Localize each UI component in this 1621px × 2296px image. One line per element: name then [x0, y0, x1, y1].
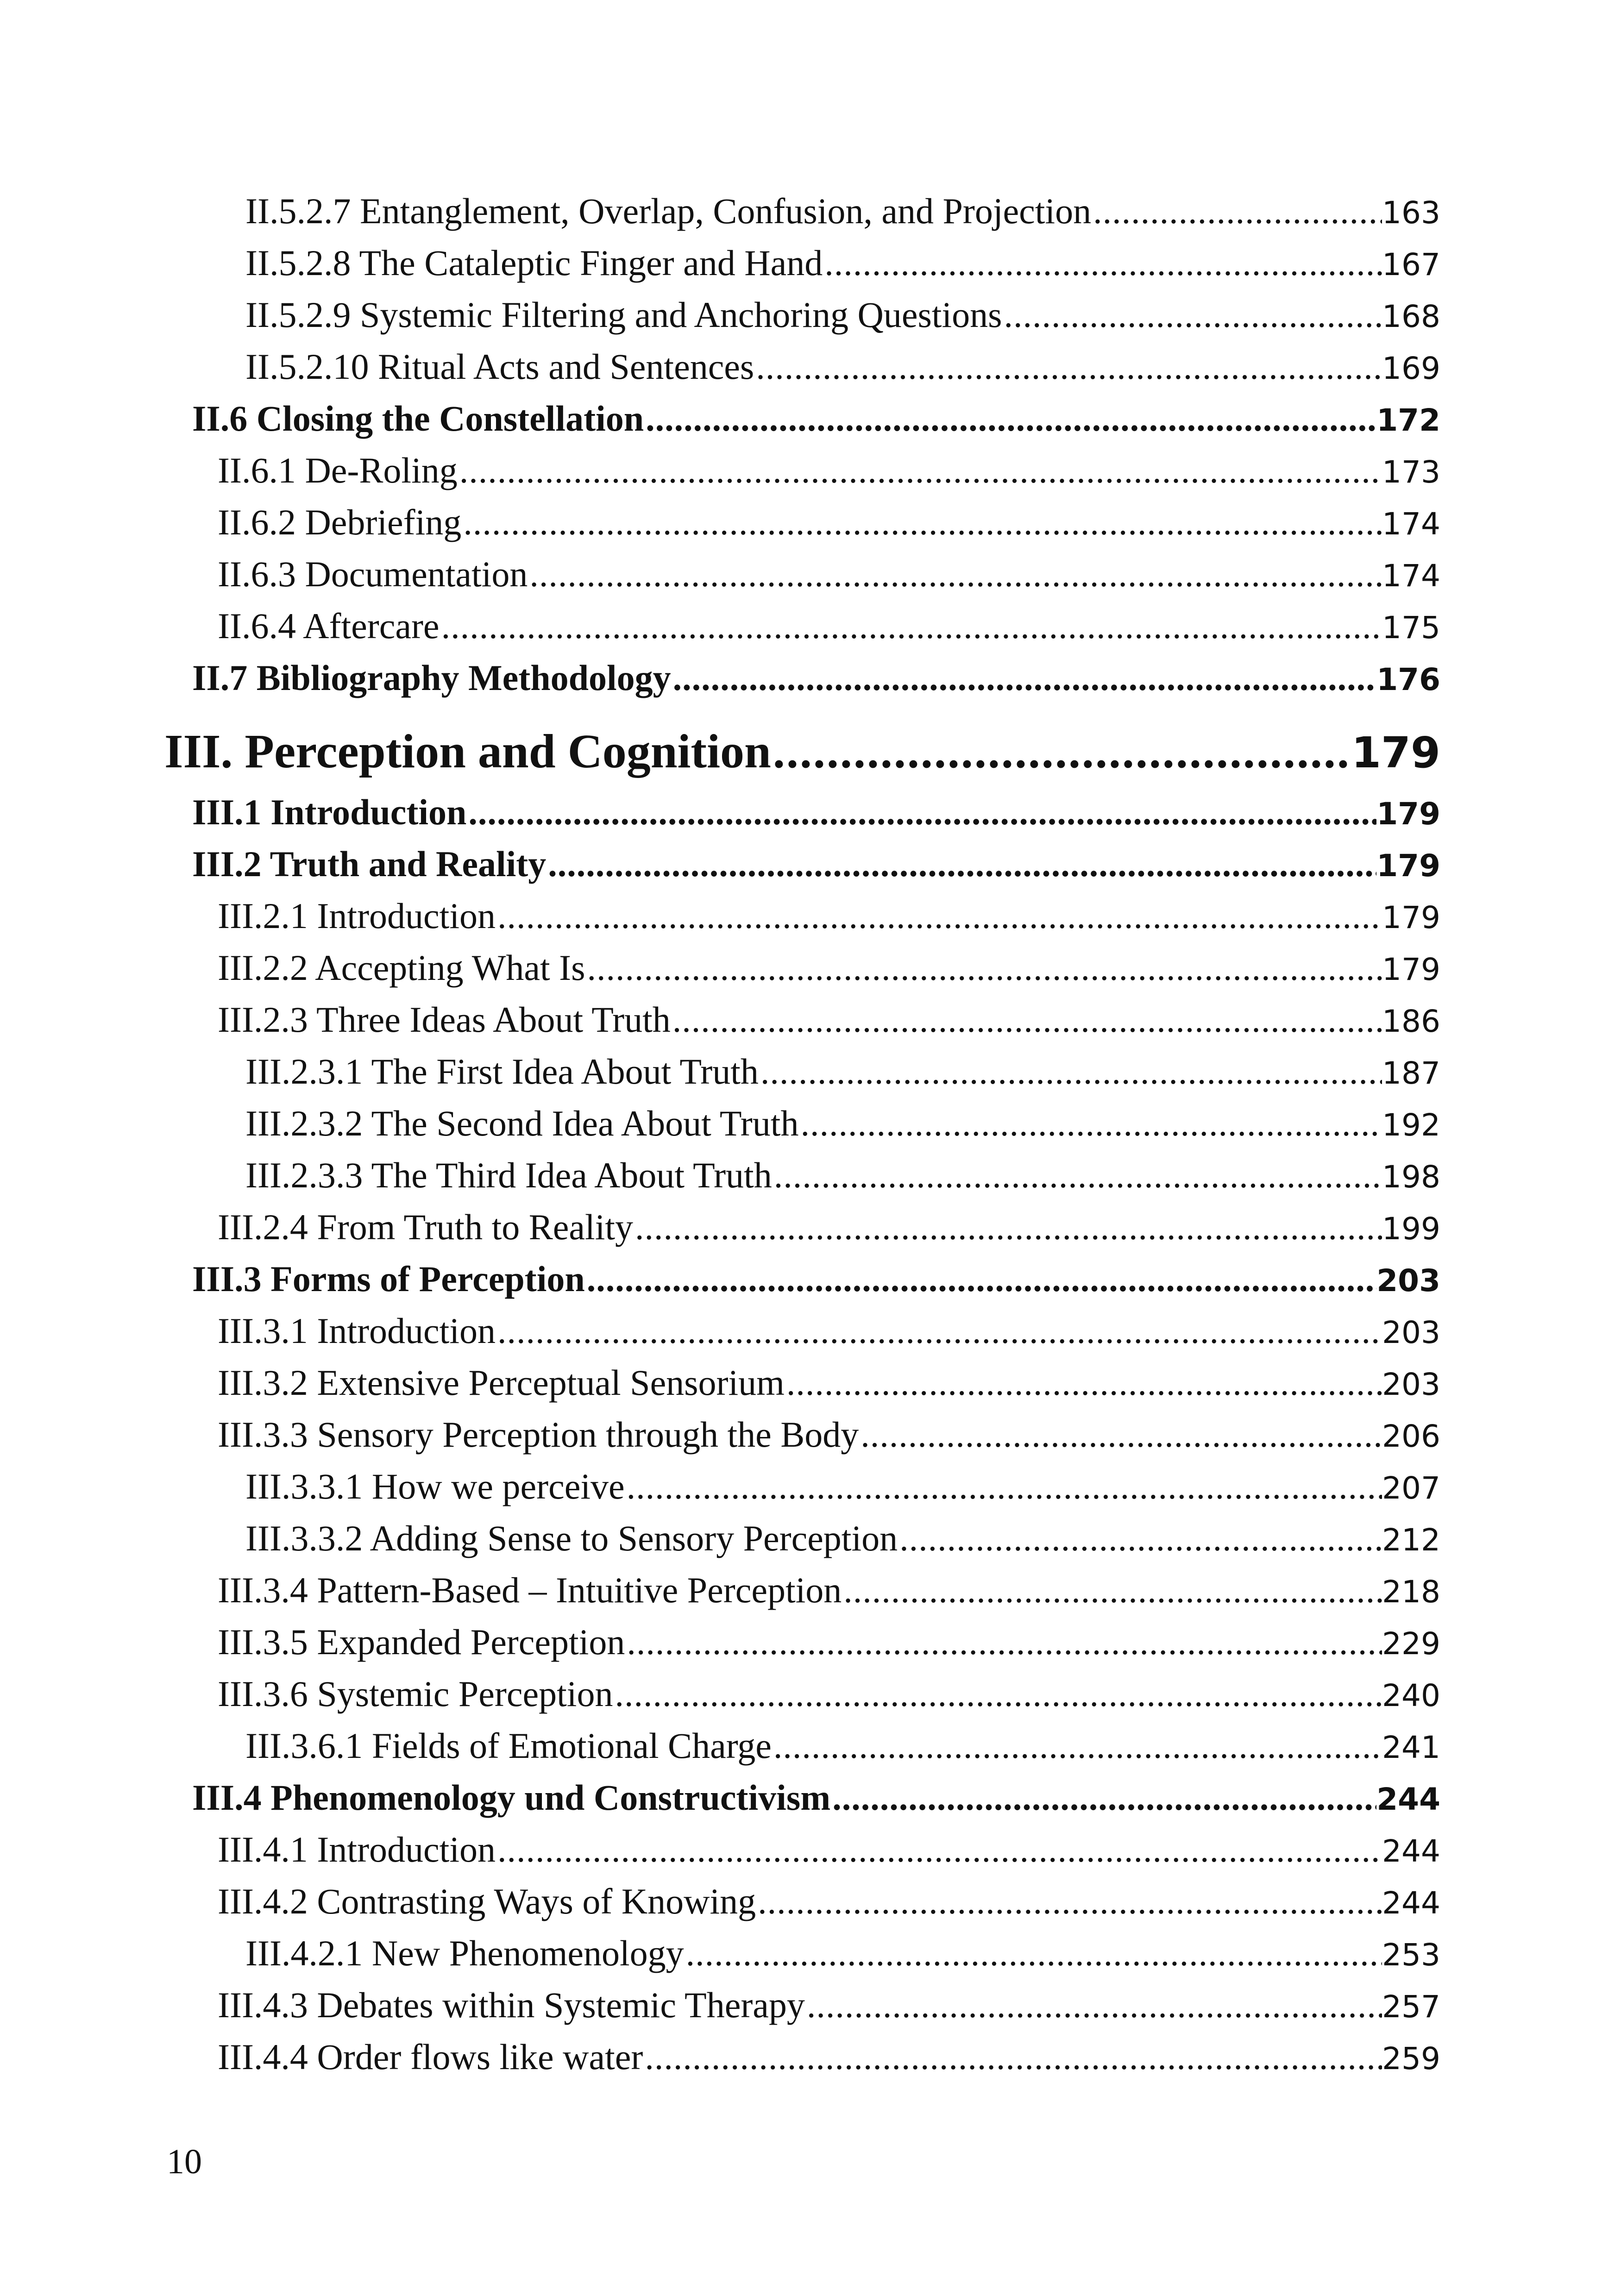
toc-entry-label: III.3.6.1 Fields of Emotional Charge: [245, 1725, 772, 1766]
toc-entry-page: 244: [1376, 1782, 1440, 1817]
dot-leader: [625, 1461, 1382, 1512]
toc-entry-page: 175: [1382, 610, 1440, 646]
toc-entry-page: 244: [1382, 1885, 1440, 1921]
toc-entry-page: 241: [1382, 1730, 1440, 1765]
dot-leader: [466, 786, 1376, 838]
dot-leader: [643, 2031, 1382, 2083]
toc-entry-label: III.4.2.1 New Phenomenology: [245, 1933, 684, 1973]
toc-entry-page: 187: [1382, 1055, 1440, 1091]
dot-leader: [440, 600, 1382, 652]
toc-entry-page: 218: [1382, 1574, 1440, 1610]
toc-entry-page: 203: [1376, 1263, 1440, 1299]
toc-entry-label: III.3 Forms of Perception: [192, 1259, 585, 1299]
dot-leader: [772, 1149, 1382, 1201]
toc-entry[interactable]: [164, 445, 1440, 496]
dot-leader: [625, 1616, 1382, 1668]
toc-entry[interactable]: [164, 1357, 1440, 1409]
toc-entry-label: III.2 Truth and Reality: [192, 844, 547, 884]
toc-entry[interactable]: [164, 1409, 1440, 1461]
toc-entry[interactable]: [164, 2031, 1440, 2083]
dot-leader: [805, 1979, 1382, 2031]
toc-entry[interactable]: [164, 1876, 1440, 1927]
dot-leader: [671, 994, 1382, 1046]
toc-entry[interactable]: [164, 289, 1440, 341]
toc-entry[interactable]: [164, 1720, 1440, 1772]
toc-entry[interactable]: [164, 600, 1440, 652]
toc-entry[interactable]: [164, 1824, 1440, 1876]
dot-leader: [528, 548, 1382, 600]
toc-entry-page: 229: [1382, 1626, 1440, 1662]
dot-leader: [756, 1876, 1382, 1927]
toc-entry[interactable]: [164, 1668, 1440, 1720]
toc-entry[interactable]: [164, 717, 1440, 786]
page-number: 10: [167, 2142, 202, 2181]
toc-entry-label: III.2.3 Three Ideas About Truth: [218, 999, 671, 1040]
toc-entry[interactable]: [164, 1305, 1440, 1357]
toc-entry[interactable]: [164, 1772, 1440, 1824]
toc-entry-label: III.4.2 Contrasting Ways of Knowing: [218, 1881, 756, 1921]
toc-entry-label: II.6.1 De-Roling: [218, 450, 458, 490]
toc-entry-label: III.2.2 Accepting What Is: [218, 947, 585, 988]
toc-entry-page: 179: [1382, 952, 1440, 987]
toc-entry-page: 179: [1376, 848, 1440, 884]
toc-entry-label: III.2.3.3 The Third Idea About Truth: [245, 1155, 772, 1195]
toc-entry[interactable]: [164, 838, 1440, 890]
dot-leader: [633, 1201, 1382, 1253]
toc-entry-page: 173: [1382, 454, 1440, 490]
toc-entry-label: III.1 Introduction: [192, 792, 467, 832]
toc-entry-page: 212: [1382, 1522, 1440, 1558]
toc-entry[interactable]: [164, 1927, 1440, 1979]
toc-entry-page: 168: [1382, 299, 1440, 334]
toc-entry-page: 174: [1382, 506, 1440, 542]
toc-entry-label: III.3.3 Sensory Perception through the Body: [218, 1414, 859, 1455]
dot-leader: [898, 1512, 1382, 1564]
toc-entry[interactable]: [164, 237, 1440, 289]
toc-entry-label: II.7 Bibliography Methodology: [192, 658, 671, 698]
dot-leader: [671, 652, 1377, 704]
toc-entry-page: 179: [1351, 728, 1440, 778]
toc-entry[interactable]: [164, 185, 1440, 237]
toc-entry-page: 179: [1376, 796, 1440, 832]
toc-entry-label: III.4 Phenomenology und Constructivism: [192, 1777, 831, 1818]
toc-entry[interactable]: [164, 548, 1440, 600]
toc-entry-page: 203: [1382, 1315, 1440, 1350]
toc-entry-page: 169: [1382, 351, 1440, 386]
dot-leader: [754, 341, 1382, 393]
toc-entry-label: III.3.2 Extensive Perceptual Sensorium: [218, 1362, 785, 1403]
toc-entry-page: 259: [1382, 2041, 1440, 2076]
toc-entry[interactable]: [164, 1461, 1440, 1512]
dot-leader: [684, 1927, 1382, 1979]
toc-entry-page: 206: [1382, 1418, 1440, 1454]
dot-leader: [461, 496, 1382, 548]
toc-entry[interactable]: [164, 890, 1440, 942]
dot-leader: [585, 942, 1382, 994]
toc-entry-label: III.4.4 Order flows like water: [218, 2037, 643, 2077]
dot-leader: [1091, 185, 1382, 237]
toc-entry[interactable]: [164, 1098, 1440, 1149]
toc-entry-label: III.2.1 Introduction: [218, 896, 496, 936]
toc-entry[interactable]: [164, 1253, 1440, 1305]
toc-entry-page: 253: [1382, 1937, 1440, 1973]
toc-entry-label: III.2.3.2 The Second Idea About Truth: [245, 1103, 799, 1143]
toc-entry-label: II.6.2 Debriefing: [218, 502, 462, 542]
toc-entry-label: II.5.2.10 Ritual Acts and Sentences: [245, 346, 754, 387]
toc-entry-label: III.2.3.1 The First Idea About Truth: [245, 1051, 759, 1092]
dot-leader: [759, 1046, 1382, 1098]
dot-leader: [830, 1772, 1376, 1824]
toc-entry[interactable]: [164, 1564, 1440, 1616]
toc-entry-label: III.3.5 Expanded Perception: [218, 1622, 625, 1662]
toc-entry-page: 207: [1382, 1470, 1440, 1506]
dot-leader: [613, 1668, 1382, 1720]
dot-leader: [823, 237, 1382, 289]
toc-entry-page: 172: [1376, 402, 1440, 438]
toc-entry-label: II.5.2.9 Systemic Filtering and Anchoring Questions: [245, 295, 1002, 335]
toc-entry-page: 257: [1382, 1989, 1440, 2025]
toc-entry-page: 192: [1382, 1107, 1440, 1143]
toc-entry[interactable]: [164, 942, 1440, 994]
toc-entry-page: 203: [1382, 1367, 1440, 1402]
toc-entry[interactable]: [164, 1512, 1440, 1564]
toc-entry-page: 198: [1382, 1159, 1440, 1195]
toc-entry[interactable]: [164, 341, 1440, 393]
toc-entry-label: III.3.6 Systemic Perception: [218, 1674, 613, 1714]
toc-entry[interactable]: [164, 1046, 1440, 1098]
toc-entry-label: II.5.2.8 The Cataleptic Finger and Hand: [245, 243, 823, 283]
toc-entry-page: 174: [1382, 558, 1440, 594]
toc-entry[interactable]: [164, 1201, 1440, 1253]
toc-entry-page: 244: [1382, 1833, 1440, 1869]
dot-leader: [496, 1305, 1382, 1357]
dot-leader: [859, 1409, 1382, 1461]
toc-entry[interactable]: [164, 786, 1440, 838]
toc-entry-label: III.4.1 Introduction: [218, 1829, 496, 1869]
toc-entry-label: II.6 Closing the Constellation: [192, 398, 644, 439]
toc-entry-label: III.3.3.2 Adding Sense to Sensory Perception: [245, 1518, 898, 1558]
dot-leader: [546, 838, 1376, 890]
dot-leader: [842, 1564, 1382, 1616]
toc-entry[interactable]: [164, 393, 1440, 445]
dot-leader: [585, 1253, 1376, 1305]
dot-leader: [496, 890, 1382, 942]
toc-entry[interactable]: [164, 652, 1440, 704]
toc-entry-label: III.3.1 Introduction: [218, 1311, 496, 1351]
dot-leader: [1002, 289, 1382, 341]
toc-entry-label: II.6.3 Documentation: [218, 554, 528, 594]
toc-entry-label: II.5.2.7 Entanglement, Overlap, Confusion, and Projection: [245, 191, 1092, 231]
toc-entry-label: III.2.4 From Truth to Reality: [218, 1207, 634, 1247]
toc-entry-label: III. Perception and Cognition: [164, 725, 771, 778]
toc-entry[interactable]: [164, 496, 1440, 548]
toc-entry[interactable]: [164, 1616, 1440, 1668]
dot-leader: [458, 445, 1382, 496]
toc-entry-page: 179: [1382, 900, 1440, 935]
toc-entry[interactable]: [164, 1149, 1440, 1201]
toc-entry-page: 199: [1382, 1211, 1440, 1247]
dot-leader: [785, 1357, 1382, 1409]
toc-entry-page: 167: [1382, 247, 1440, 282]
toc-entry-label: III.3.4 Pattern-Based – Intuitive Perception: [218, 1570, 842, 1610]
dot-leader: [772, 1720, 1382, 1772]
dot-leader: [644, 393, 1376, 445]
toc-entry-page: 163: [1382, 195, 1440, 231]
toc-entry[interactable]: [164, 994, 1440, 1046]
toc-entry-label: III.4.3 Debates within Systemic Therapy: [218, 1985, 805, 2025]
toc-entry-page: 186: [1382, 1004, 1440, 1039]
toc-entry-page: 240: [1382, 1678, 1440, 1713]
table-of-contents: [164, 185, 1440, 2083]
toc-entry-label: II.6.4 Aftercare: [218, 606, 440, 646]
toc-entry-page: 176: [1376, 662, 1440, 697]
dot-leader: [496, 1824, 1382, 1876]
toc-entry-label: III.3.3.1 How we perceive: [245, 1466, 625, 1506]
dot-leader: [771, 717, 1351, 786]
toc-entry[interactable]: [164, 1979, 1440, 2031]
dot-leader: [798, 1098, 1382, 1149]
